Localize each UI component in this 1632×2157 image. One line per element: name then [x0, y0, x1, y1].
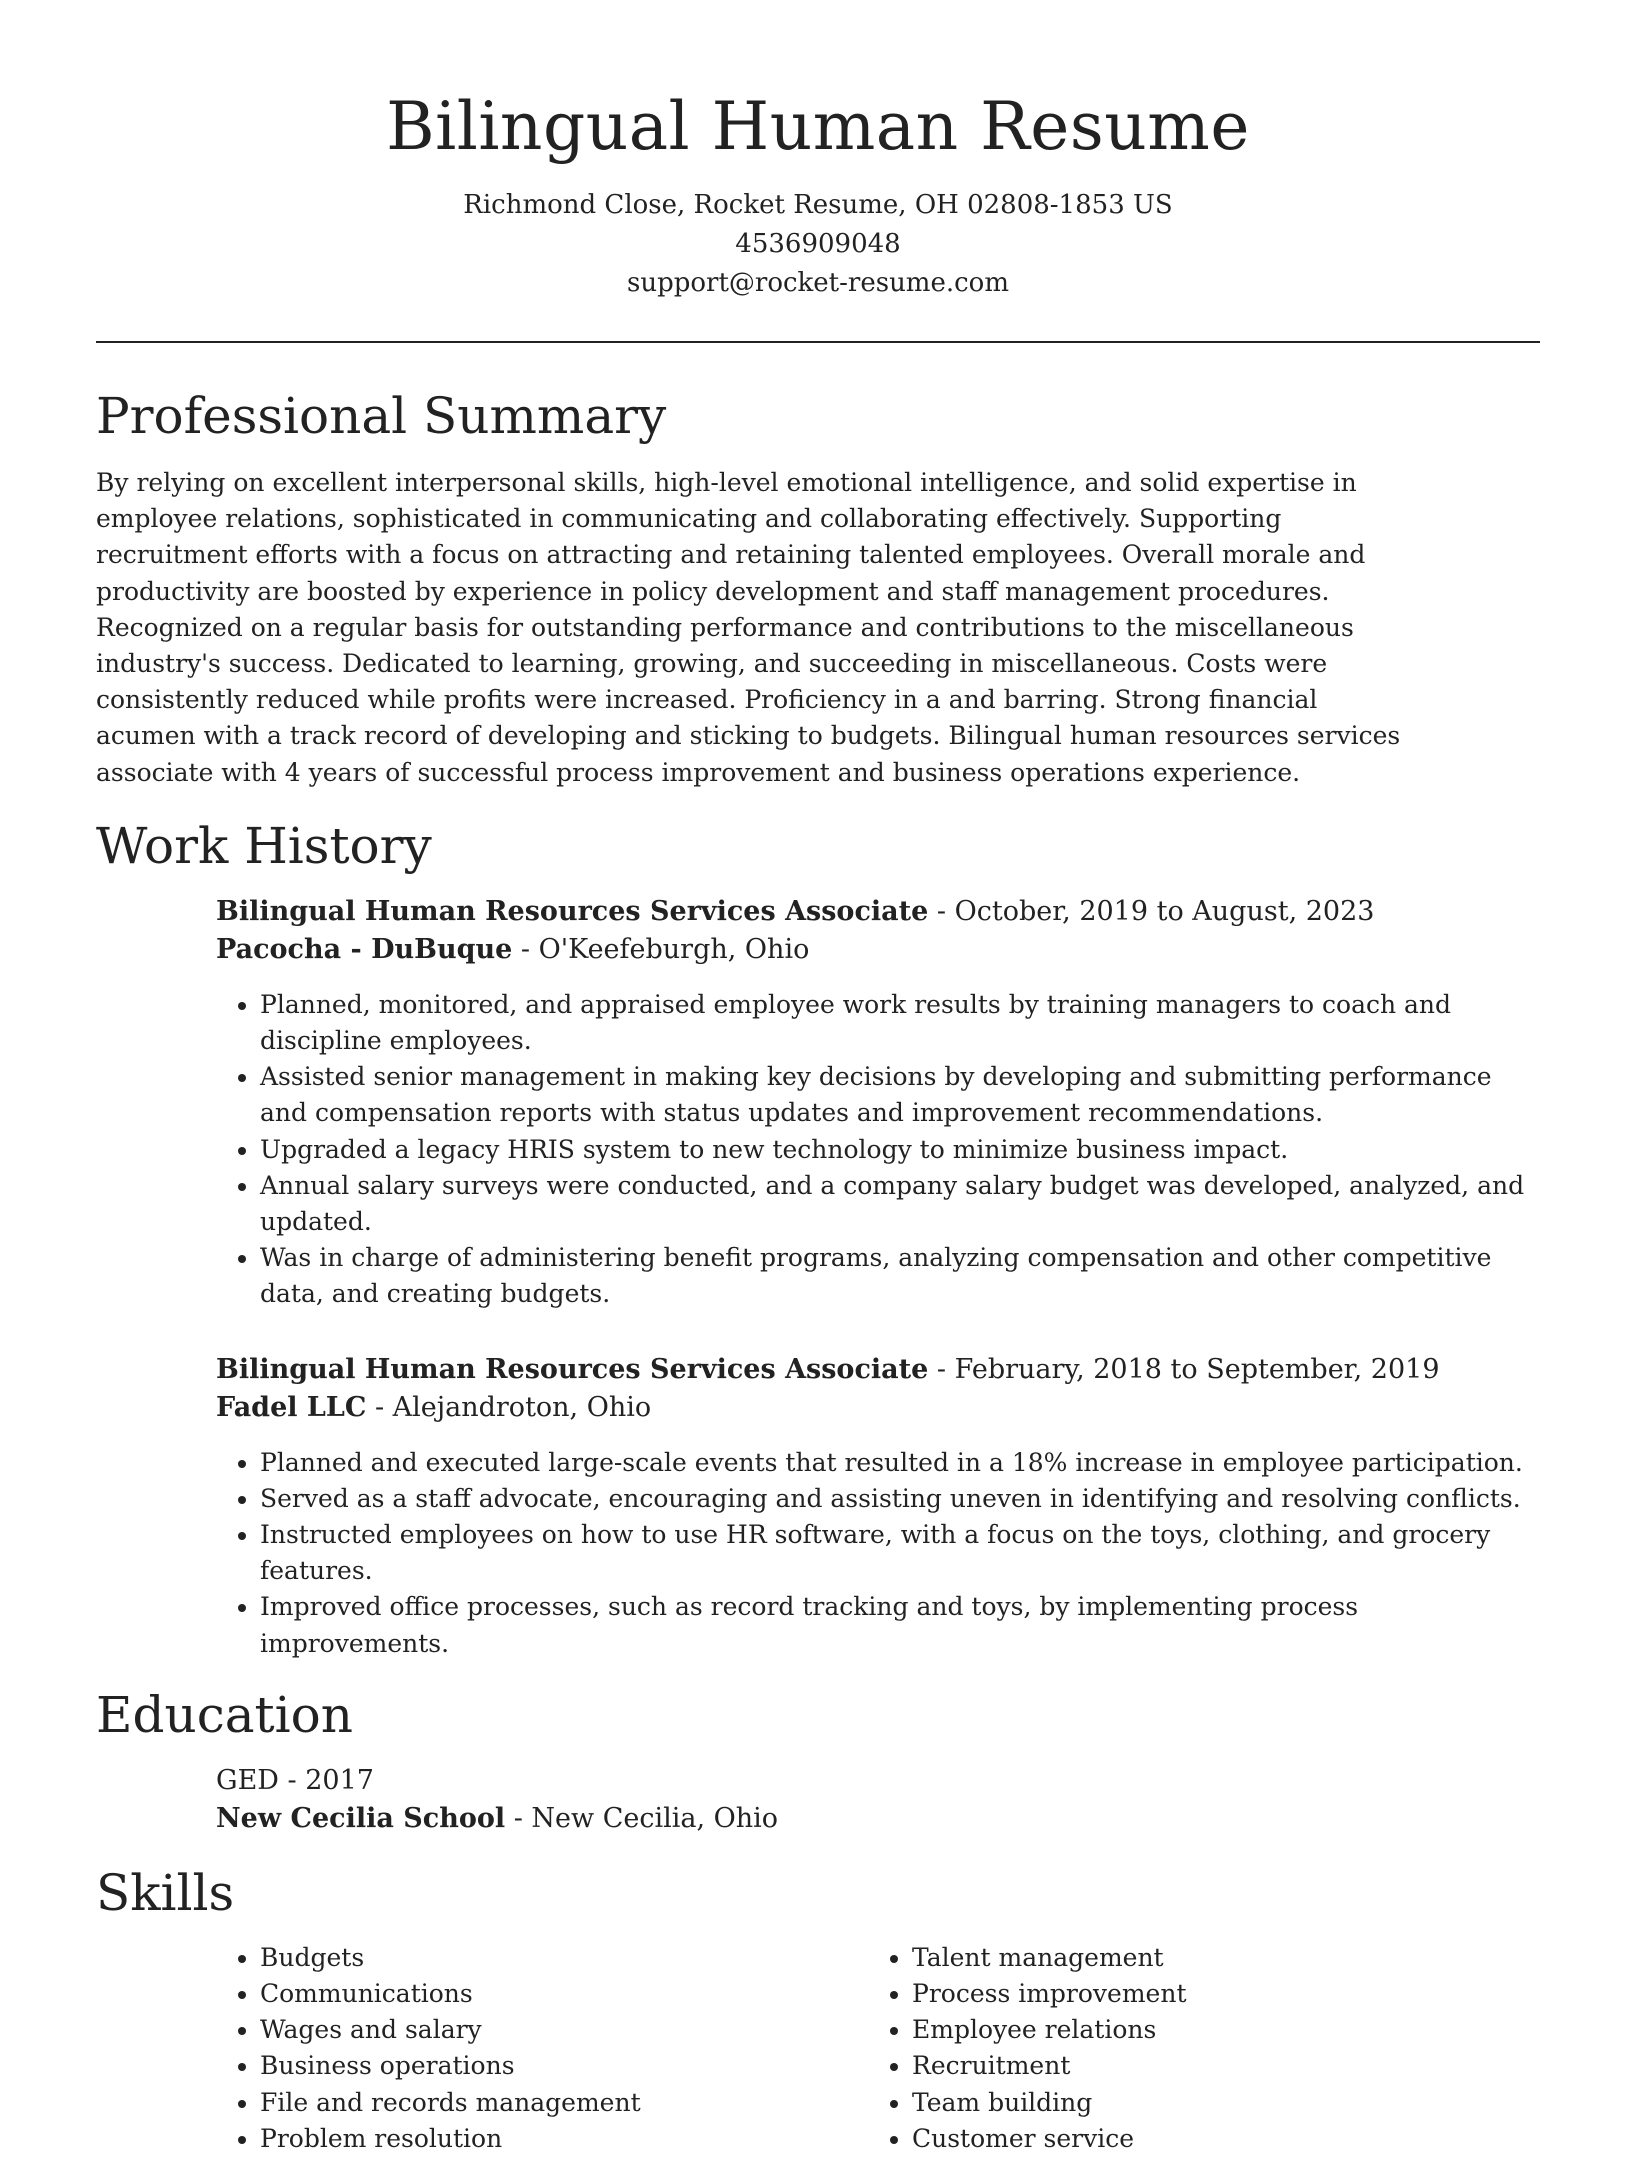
skill-item: • Wages and salary	[260, 2012, 868, 2048]
degree-line: GED - 2017	[216, 1764, 374, 1796]
job-entry	[216, 1351, 1540, 1662]
skill-item: • Budgets	[260, 1940, 868, 1976]
summary-heading: Professional Summary	[96, 387, 667, 445]
skill-item: • Employee relations	[912, 2012, 1520, 2048]
job-bullet: • Planned and executed large-scale events that resulted in a 18% increase in employee participation.	[260, 1445, 1540, 1481]
skills-heading: Skills	[96, 1863, 235, 1922]
job-title-line	[216, 1351, 1540, 1389]
job-entry	[216, 893, 1540, 1313]
skill-item: • Process improvement	[912, 1976, 1520, 2012]
work-history-heading: Work History	[96, 816, 432, 875]
phone: 4536909048	[735, 229, 901, 259]
skill-item: • Problem resolution	[260, 2121, 868, 2157]
address: Richmond Close, Rocket Resume, OH 02808-1853 US	[463, 190, 1173, 220]
email: support@rocket-resume.com	[626, 268, 1009, 298]
job-company-line	[216, 931, 1540, 969]
job-bullet: • Served as a staff advocate, encouraging and assisting uneven in identifying and resolving conflicts.	[260, 1481, 1540, 1517]
job-company: Pacocha - DuBuque	[216, 933, 513, 965]
school-location: - New Cecilia, Ohio	[505, 1802, 779, 1834]
job-bullet: • Planned, monitored, and appraised employee work results by training managers to coach and discipline employees.	[260, 987, 1540, 1059]
job-title-line	[216, 893, 1540, 931]
skills-column-left	[216, 1940, 868, 2157]
skill-item: • Communications	[260, 1976, 868, 2012]
job-dates: - October, 2019 to August, 2023	[928, 895, 1375, 927]
job-location: - Alejandroton, Ohio	[366, 1391, 652, 1423]
job-bullet: • Annual salary surveys were conducted, and a company salary budget was developed, analyzed, and updated.	[260, 1168, 1540, 1240]
skills-columns	[216, 1940, 1540, 2157]
job-bullet: • Improved office processes, such as record tracking and toys, by implementing process improvements.	[260, 1589, 1540, 1661]
job-bullet: • Was in charge of administering benefit programs, analyzing compensation and other competitive data, and creating budgets.	[260, 1240, 1540, 1312]
candidate-name: Bilingual Human Resume	[386, 88, 1250, 165]
skills-list	[868, 1940, 1520, 2157]
job-bullets	[216, 987, 1540, 1313]
school-line	[216, 1800, 1540, 1838]
job-role: Bilingual Human Resources Services Associate	[216, 1353, 929, 1385]
job-bullet: • Instructed employees on how to use HR software, with a focus on the toys, clothing, and grocery features.	[260, 1517, 1540, 1589]
job-dates: - February, 2018 to September, 2019	[928, 1353, 1440, 1385]
skill-item: • Talent management	[912, 1940, 1520, 1976]
skill-item: • Business operations	[260, 2048, 868, 2084]
job-role: Bilingual Human Resources Services Associate	[216, 895, 929, 927]
resume-page	[96, 0, 1540, 2157]
skill-item: • Customer service	[912, 2121, 1520, 2157]
job-company-line	[216, 1389, 1540, 1427]
skills-column-right	[868, 1940, 1520, 2157]
job-location: - O'Keefeburgh, Ohio	[512, 933, 810, 965]
job-company: Fadel LLC	[216, 1391, 367, 1423]
skill-item: • Team building	[912, 2085, 1520, 2121]
school-name: New Cecilia School	[216, 1802, 506, 1834]
education-heading: Education	[96, 1685, 353, 1744]
skill-item: • File and records management	[260, 2085, 868, 2121]
resume-header	[96, 0, 1540, 303]
skills-list	[216, 1940, 868, 2157]
education-entry	[216, 1762, 1540, 1838]
skill-item: • Recruitment	[912, 2048, 1520, 2084]
job-bullet: • Upgraded a legacy HRIS system to new technology to minimize business impact.	[260, 1132, 1540, 1168]
job-bullet: • Assisted senior management in making key decisions by developing and submitting performance and compensation reports with status updates and improvement recommendations.	[260, 1059, 1540, 1131]
summary-text: By relying on excellent interpersonal skills, high-level emotional intelligence, and solid expertise in employee relations, sophisticated in communicating and collaborating effectively. Supporting recruitment efforts with a focus on attracting and retaining talented employees. Overall morale and productivity are boosted by experience in policy development and staff management procedures. Recognized on a regular basis for outstanding performance and contributions to the miscellaneous industry's success. Dedicated to learning, growing, and succeeding in miscellaneous. Costs were consistently reduced while profits were increased. Proficiency in a and barring. Strong financial acumen with a track record of developing and sticking to budgets. Bilingual human resources services associate with 4 years of successful process improvement and business operations experience.	[96, 468, 1401, 787]
header-divider	[96, 341, 1540, 343]
job-bullets	[216, 1445, 1540, 1662]
